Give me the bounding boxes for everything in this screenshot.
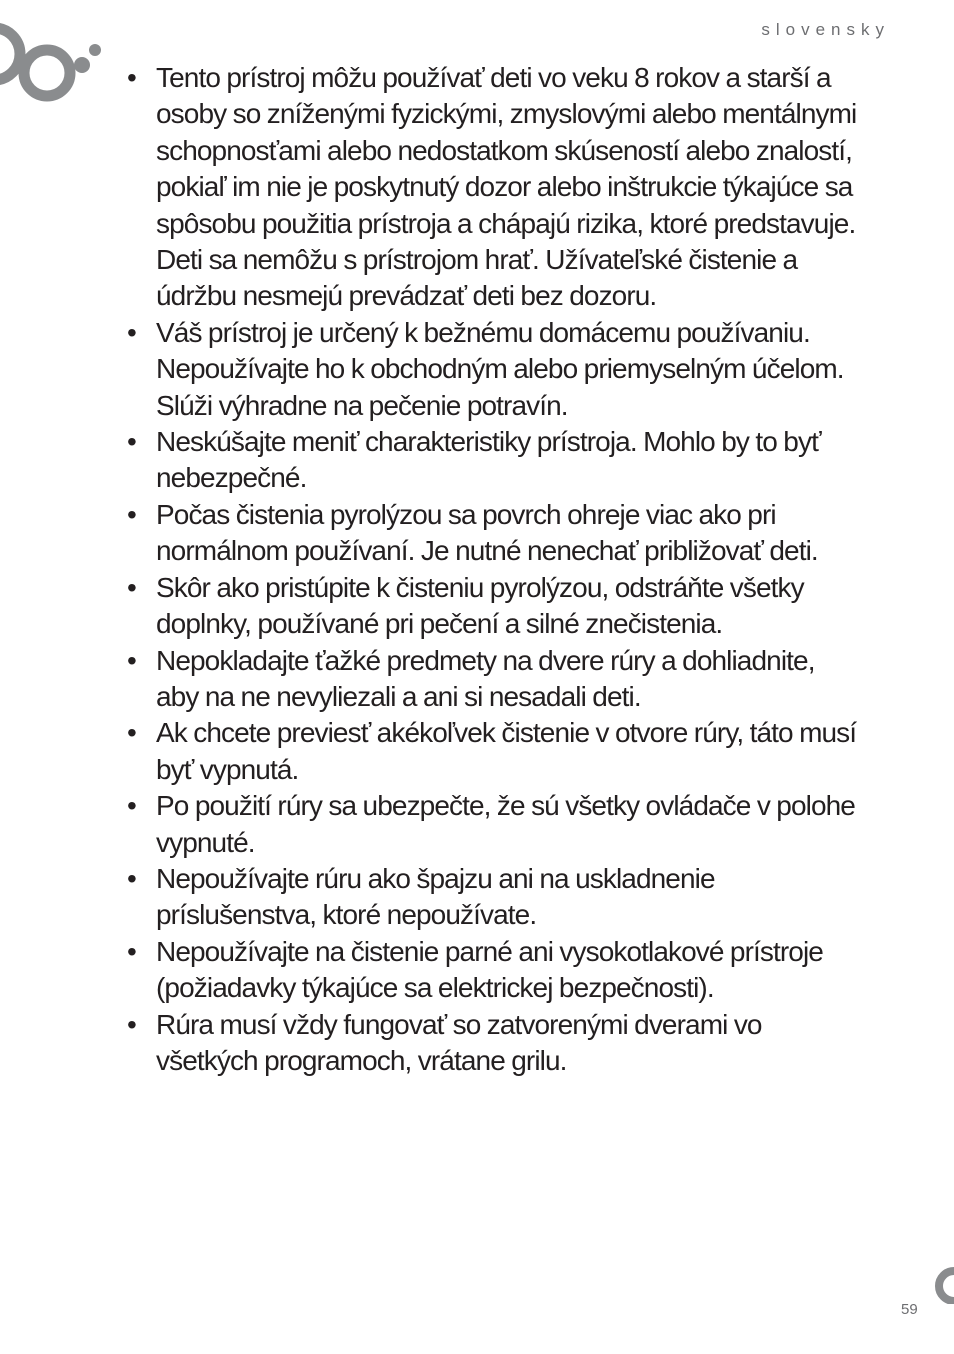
list-item-text: Po použití rúry sa ubezpečte, že sú všetky ovládače v polohe vypnuté. (156, 790, 855, 858)
list-item-text: Nepoužívajte rúru ako špajzu ani na uskladnenie príslušenstva, ktoré nepoužívate. (156, 862, 715, 931)
list-item (127, 315, 897, 424)
language-label: slovensky (761, 20, 890, 39)
list-item-text: Rúra musí vždy fungovať so zatvorenými dverami vo všetkých programoch, vrátane grilu. (156, 1008, 762, 1076)
bullet-icon: • (127, 790, 137, 822)
list-item-text: Váš prístroj je určený k bežnému domácemu používaniu. Nepoužívajte ho k obchodným alebo priemyselným účelom. Slúži výhradne na pečenie potravín. (156, 316, 844, 421)
bullet-icon: • (127, 862, 137, 894)
bullet-icon: • (127, 316, 137, 348)
list-item-text: Ak chcete previesť akékoľvek čistenie v otvore rúry, táto musí byť vypnutá. (156, 717, 857, 785)
list-item (127, 1007, 897, 1080)
list-item (127, 643, 897, 716)
bullet-icon: • (127, 62, 137, 93)
bullet-icon: • (127, 935, 137, 967)
bullet-icon: • (127, 717, 137, 749)
bubble-circles-logo-icon (0, 20, 110, 107)
list-item (127, 424, 897, 497)
list-item-text: Nepoužívajte na čistenie parné ani vysokotlakové prístroje (požiadavky týkajúce sa elektrickej bezpečnosti). (156, 935, 823, 1004)
bullet-icon: • (127, 571, 137, 603)
bullet-icon: • (127, 1008, 137, 1040)
list-item-text: Nepokladajte ťažké predmety na dvere rúry a dohliadnite, aby na ne nevyliezali a ani si nesadali deti. (156, 644, 815, 712)
bullet-icon: • (127, 644, 137, 676)
list-item-text: Počas čistenia pyrolýzou sa povrch ohreje viac ako pri normálnom používaní. Je nutné nenechať približovať deti. (156, 498, 818, 567)
list-item (127, 497, 897, 570)
page-number: 59 (901, 1301, 918, 1318)
bullet-icon: • (127, 426, 137, 458)
circle-ring-icon (922, 1264, 954, 1309)
list-item-text: Skôr ako pristúpite k čisteniu pyrolýzou, odstráňte všetky doplnky, používané pri pečení a silné znečistenia. (156, 571, 804, 640)
list-item (127, 60, 897, 315)
list-item (127, 715, 897, 788)
list-item (127, 861, 897, 934)
list-item-text: Neskúšajte meniť charakteristiky prístroja. Mohlo by to byť nebezpečné. (156, 426, 821, 494)
list-item (127, 570, 897, 643)
list-item-text: Tento prístroj môžu používať deti vo veku 8 rokov a starší a osoby so zníženými fyzickými, zmyslovými alebo mentálnymi schopnosťami alebo nedostatkom skúseností alebo znalostí, pokiaľ im nie je poskytnutý dozor alebo inštrukcie týkajúce sa spôsobu použitia prístroja a chápajú rizika, ktoré predstavuje. Deti sa nemôžu s prístrojom hrať. Užívateľské čistenie a údržbu nesmejú prevádzať deti bez dozoru. (156, 62, 857, 312)
safety-instructions-list (127, 60, 897, 1079)
bullet-icon: • (127, 498, 137, 530)
list-item (127, 934, 897, 1007)
list-item (127, 788, 897, 861)
